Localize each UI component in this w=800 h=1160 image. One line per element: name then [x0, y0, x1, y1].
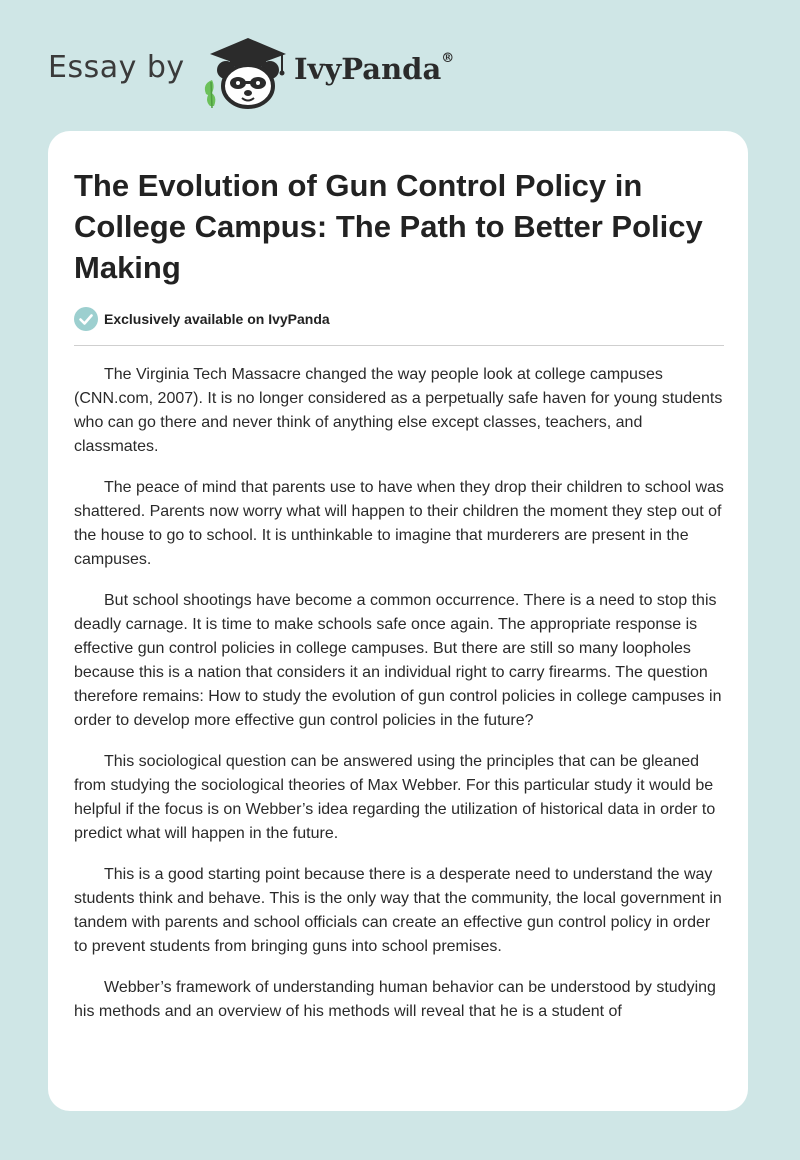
brand-name[interactable] — [294, 52, 454, 86]
essay-by-label: Essay by — [48, 50, 185, 85]
essay-body — [74, 363, 724, 1041]
panda-graduate-logo-icon[interactable] — [200, 34, 290, 110]
paragraph: The Virginia Tech Massacre changed the way people look at college campuses (CNN.com, 2007). It is no longer considered as a perpetually safe haven for young students who can go there and never think of anything else except classes, teachers, and classmates. — [74, 366, 723, 455]
brand-text: IvyPanda — [294, 52, 442, 86]
check-circle-icon — [74, 307, 98, 331]
title-divider — [74, 345, 724, 346]
exclusive-badge — [74, 307, 330, 331]
paragraph: This sociological question can be answered using the principles that can be gleaned from studying the sociological theories of Max Webber. For this particular study it would be helpful if the focus is on Webber’s idea regarding the utilization of historical data in order to predict what will happen in the future. — [74, 753, 716, 842]
paragraph: But school shootings have become a common occurrence. There is a need to stop this deadly carnage. It is time to make schools safe once again. The appropriate response is effective gun control policies in college campuses. But there are still so many loopholes because this is a nation that considers it an individual right to carry firearms. The question therefore remains: How to study the evolution of gun control policies in college campuses in order to develop more effective gun control policies in the future? — [74, 592, 722, 729]
essay-card — [48, 131, 748, 1111]
paragraph: The peace of mind that parents use to have when they drop their children to school was shattered. Parents now worry what will happen to their children the moment they step out of the house to go to school. It is unthinkable to imagine that murderers are present in the campuses. — [74, 479, 724, 568]
registered-mark: ® — [441, 51, 455, 67]
site-header — [48, 30, 748, 110]
essay-title: The Evolution of Gun Control Policy in College Campus: The Path to Better Policy Making — [74, 168, 703, 285]
exclusive-badge-label: Exclusively available on IvyPanda — [104, 311, 330, 327]
paragraph: Webber’s framework of understanding human behavior can be understood by studying his methods and an overview of his methods will reveal that he is a student of — [74, 979, 716, 1020]
paragraph: This is a good starting point because there is a desperate need to understand the way students think and behave. This is the only way that the community, the local government in tandem with parents and school officials can create an effective gun control policy in order to prevent students from bringing guns into school premises. — [74, 866, 722, 955]
